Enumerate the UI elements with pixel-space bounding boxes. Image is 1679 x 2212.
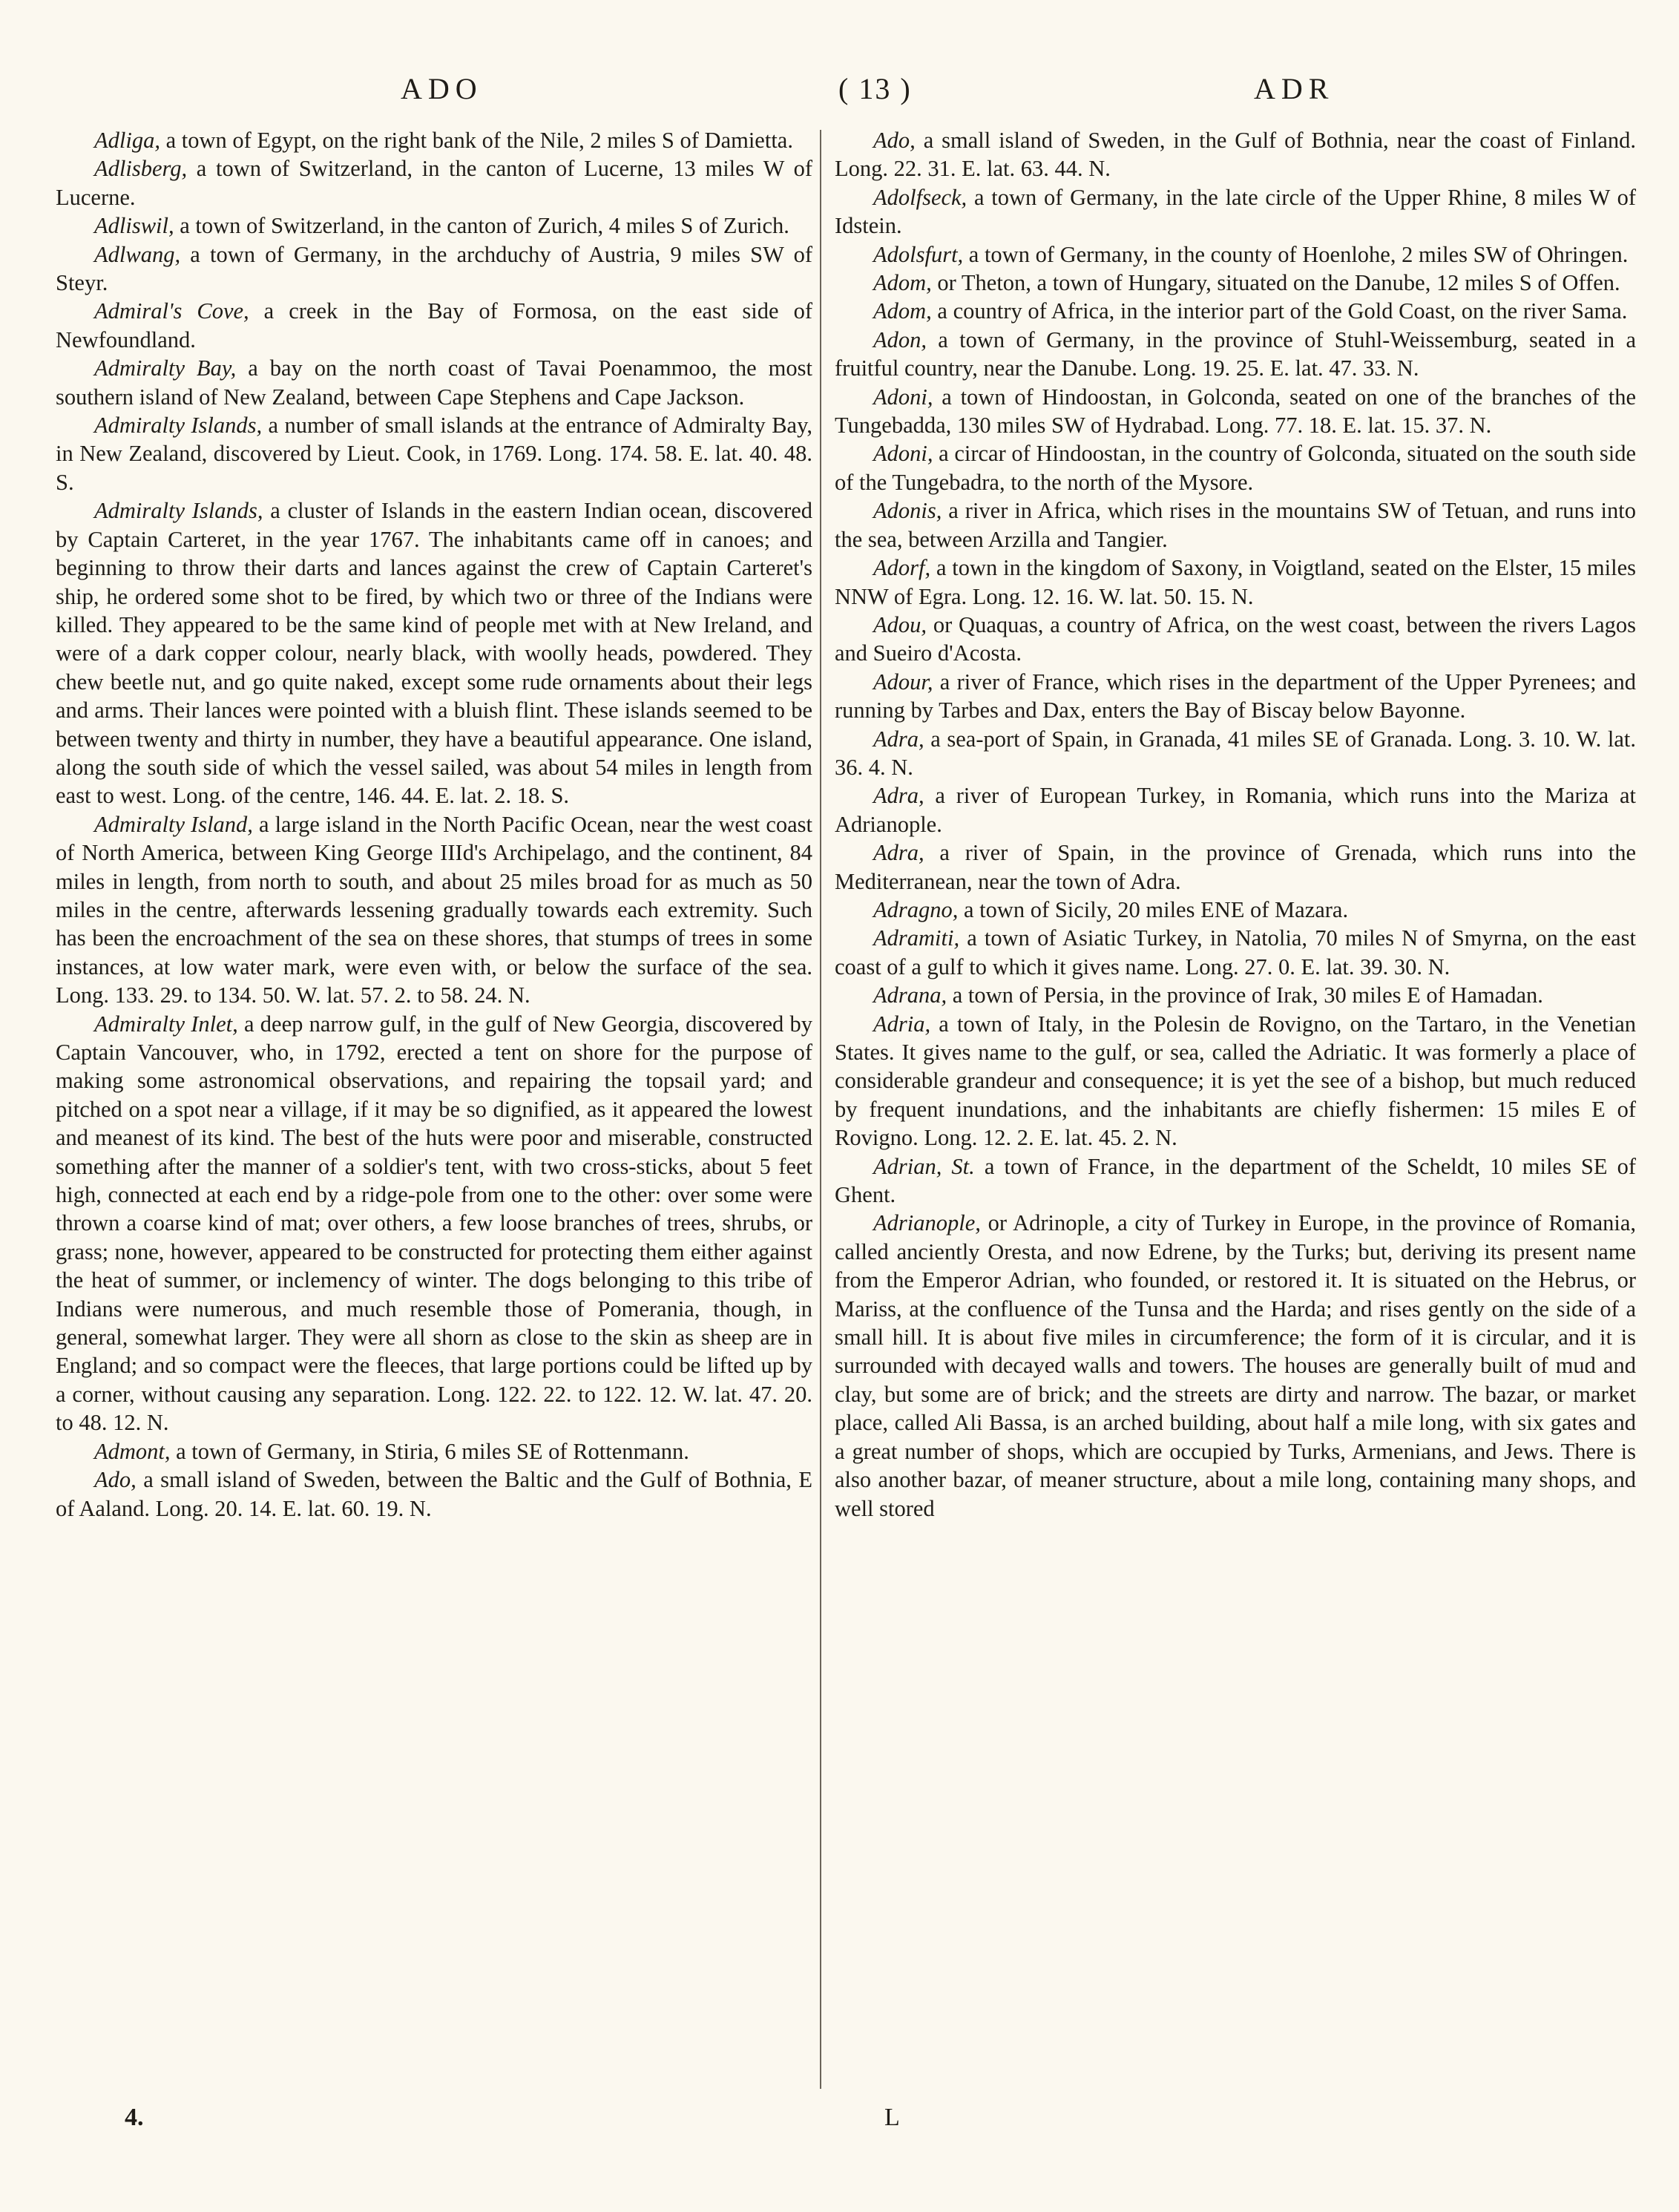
- gazetteer-entry: [835, 297, 1636, 325]
- entry-text: a town of Asiatic Turkey, in Natolia, 70 miles N of Smyrna, on the east coast of a gulf to which it gives name. Long. 27. 0. E. lat. 39. 30. N.: [835, 925, 1636, 979]
- running-header: [89, 71, 1335, 113]
- entry-headword: Adrianople,: [873, 1210, 981, 1236]
- entry-headword: Adlisberg,: [94, 156, 188, 182]
- gazetteer-entry: [835, 838, 1636, 896]
- entry-headword: Admiral's Cove,: [94, 298, 249, 324]
- gazetteer-entry: [835, 439, 1636, 496]
- entry-headword: Admiralty Islands,: [94, 498, 263, 524]
- gazetteer-entry: [56, 211, 812, 240]
- entry-text: a river of European Turkey, in Romania, which runs into the Mariza at Adrianople.: [835, 783, 1636, 837]
- gazetteer-entry: [835, 668, 1636, 725]
- entry-headword: Ado,: [94, 1467, 137, 1493]
- gazetteer-entry: [835, 269, 1636, 297]
- gazetteer-entry: [835, 240, 1636, 269]
- entry-headword: Admiralty Inlet,: [94, 1011, 238, 1037]
- entry-text: a town of Germany, in the late circle of the Upper Rhine, 8 miles W of Idstein.: [835, 184, 1636, 239]
- entry-headword: Adonis,: [873, 498, 942, 524]
- entry-headword: Adra,: [873, 726, 924, 752]
- gazetteer-entry: [835, 781, 1636, 838]
- entry-text: or Theton, a town of Hungary, situated on the Danube, 12 miles S of Offen.: [931, 270, 1620, 296]
- entry-text: a town of Germany, in the county of Hoenlohe, 2 miles SW of Ohringen.: [963, 241, 1629, 267]
- entry-text: a town of Sicily, 20 miles ENE of Mazara.: [958, 896, 1349, 922]
- entry-text: a town of Germany, in the province of Stuhl-Weissemburg, seated in a fruitful country, near the Danube. Long. 19. 25. E. lat. 47. 33. N.: [835, 326, 1636, 381]
- entry-text: a number of small islands at the entrance of Admiralty Bay, in New Zealand, discovered by Lieut. Cook, in 1769. Long. 174. 58. E. lat. 40. 48. S.: [56, 413, 812, 495]
- entry-headword: Adorf,: [873, 555, 931, 581]
- entry-headword: Adolfseck,: [873, 184, 967, 210]
- gazetteer-entry: [56, 496, 812, 810]
- entry-headword: Adolsfurt,: [873, 241, 964, 267]
- entry-text: a river in Africa, which rises in the mountains SW of Tetuan, and runs into the sea, between Arzilla and Tangier.: [835, 498, 1636, 552]
- entry-text: a creek in the Bay of Formosa, on the east side of Newfoundland.: [56, 298, 812, 352]
- gazetteer-entry: [56, 297, 812, 354]
- entry-text: a town of Switzerland, in the canton of Zurich, 4 miles S of Zurich.: [174, 213, 789, 239]
- entry-text: a cluster of Islands in the eastern Indian ocean, discovered by Captain Carteret, in the year 1767. The inhabitants came off in canoes; and beginning to throw their darts and lances against the crew of Captain Carteret's ship, he ordered some shot to be fired, by which two or three of the Indians were killed. They appeared to be the same kind of people met with at New Ireland, and were of a dark copper colour, nearly black, with woolly heads, powdered. They chew beetle nut, and go quite naked, except some rude ornaments about their legs and arms. Their lances were pointed with a bluish flint. These islands seemed to be between twenty and thirty in number, they have a beautiful appearance. One island, along the south side of which the vessel sailed, was about 54 miles in length from east to west. Long. of the centre, 146. 44. E. lat. 2. 18. S.: [56, 498, 813, 809]
- entry-headword: Adour,: [873, 669, 933, 695]
- entry-headword: Ado,: [873, 128, 916, 153]
- entry-headword: Adom,: [873, 298, 932, 324]
- gazetteer-entry: [56, 810, 812, 1010]
- entry-text: a town of Switzerland, in the canton of Lucerne, 13 miles W of Lucerne.: [56, 156, 812, 210]
- entry-headword: Adon,: [873, 326, 927, 352]
- gazetteer-entry: [835, 981, 1636, 1009]
- footer-signature-right: L: [884, 2104, 900, 2131]
- entry-headword: Adliswil,: [94, 213, 174, 239]
- gazetteer-entry: [56, 411, 812, 496]
- gazetteer-entry: [835, 725, 1636, 782]
- entry-text: a country of Africa, in the interior part of the Gold Coast, on the river Sama.: [931, 298, 1628, 324]
- gazetteer-entry: [835, 1209, 1636, 1522]
- right-column: [835, 126, 1636, 1523]
- gazetteer-entry: [835, 896, 1636, 924]
- footer-signature-left: 4.: [125, 2104, 144, 2131]
- entry-text: a town of France, in the department of the Scheldt, 10 miles SE of Ghent.: [835, 1153, 1636, 1208]
- entry-headword: Admont,: [94, 1438, 171, 1464]
- page-number: ( 13 ): [838, 72, 912, 105]
- entry-headword: Admiralty Island,: [94, 811, 253, 837]
- entry-headword: Adoni,: [873, 384, 933, 410]
- entry-headword: Adrian, St.: [873, 1153, 975, 1179]
- column-divider: [820, 130, 821, 2089]
- header-left-guideword: ADO: [401, 72, 483, 105]
- entry-text: a town of Italy, in the Polesin de Rovigno, on the Tartaro, in the Venetian States. It gives name to the gulf, or sea, called the Adriatic. It was formerly a place of considerable grandeur and consequence; it is yet the see of a bishop, but much reduced by frequent inundations, and the inhabitants are chiefly fishermen: 15 miles E of Rovigno. Long. 12. 2. E. lat. 45. 2. N.: [835, 1011, 1636, 1151]
- entry-headword: Admiralty Bay,: [94, 355, 237, 381]
- gazetteer-entry: [835, 554, 1636, 611]
- entry-text: a town in the kingdom of Saxony, in Voigtland, seated on the Elster, 15 miles NNW of Egra. Long. 12. 16. W. lat. 50. 15. N.: [835, 555, 1636, 609]
- entry-headword: Admiralty Islands,: [94, 413, 263, 439]
- gazetteer-entry: [56, 354, 812, 411]
- entry-text: or Adrinople, a city of Turkey in Europe, in the province of Romania, called anciently Oresta, and now Edrene, by the Turks; but, deriving its present name from the Emperor Adrian, who founded, or restored it. It is situated on the Hebrus, or Mariss, at the confluence of the Tunsa and the Harda; and rises gently on the side of a small hill. It is about five miles in circumference; the form of it is circular, and it is surrounded with decayed walls and towers. The houses are generally built of mud and clay, but some are of brick; and the streets are dirty and narrow. The bazar, or market place, called Ali Bassa, is an arched building, about half a mile long, with six gates and a great number of shops, which are occupied by Turks, Armenians, and Jews. There is also another bazar, of meaner structure, about a mile long, containing many shops, and well stored: [835, 1210, 1636, 1521]
- gazetteer-entry: [835, 126, 1636, 183]
- entry-text: a town of Persia, in the province of Irak, 30 miles E of Hamadan.: [947, 982, 1543, 1008]
- entry-headword: Adragno,: [873, 896, 959, 922]
- entry-text: a deep narrow gulf, in the gulf of New Georgia, discovered by Captain Vancouver, who, in 1792, erected a tent on shore for the purpose of making some astronomical observations, and repairing the topsail yard; and pitched on a spot near a village, if it may be so dignified, as it appeared the lowest and meanest of its kind. The best of the huts were poor and miserable, constructed something after the manner of a soldier's tent, with two cross-sticks, about 5 feet high, connected at each end by a ridge-pole from one to the other: over some were thrown a coarse kind of mat; over others, a few loose branches of trees, shrubs, or grass; none, however, appeared to be constructed for protecting them either against the heat of summer, or inclemency of winter. The dogs belonging to this tribe of Indians were numerous, and much resemble those of Pomerania, though, in general, somewhat larger. They were all shorn as close to the skin as sheep are in England; and so compact were the fleeces, that large portions could be lifted up by a corner, without causing any separation. Long. 122. 22. to 122. 12. W. lat. 47. 20. to 48. 12. N.: [56, 1011, 812, 1436]
- entry-text: a large island in the North Pacific Ocean, near the west coast of North America, between King George IIId's Archipelago, and the continent, 84 miles in length, from north to south, and about 25 miles broad for as much as 50 miles in the centre, afterwards lessening gradually towards each extremity. Such has been the encroachment of the sea on these shores, that stumps of trees in some instances, at low water mark, were even with, or below the surface of the sea. Long. 133. 29. to 134. 50. W. lat. 57. 2. to 58. 24. N.: [56, 811, 812, 1008]
- entry-text: a river of Spain, in the province of Grenada, which runs into the Mediterranean, near the town of Adra.: [835, 840, 1636, 894]
- entry-text: a sea-port of Spain, in Granada, 41 miles SE of Granada. Long. 3. 10. W. lat. 36. 4. N.: [835, 726, 1636, 780]
- gazetteer-entry: [835, 326, 1636, 383]
- gazetteer-entry: [56, 1437, 812, 1466]
- entry-text: a town of Egypt, on the right bank of the Nile, 2 miles S of Damietta.: [160, 128, 793, 153]
- gazetteer-entry: [56, 1466, 812, 1523]
- gazetteer-entry: [835, 924, 1636, 981]
- entry-headword: Adou,: [873, 611, 927, 637]
- entry-text: a town of Germany, in the archduchy of Austria, 9 miles SW of Steyr.: [56, 241, 812, 296]
- gazetteer-entry: [835, 183, 1636, 240]
- entry-text: a small island of Sweden, in the Gulf of Bothnia, near the coast of Finland. Long. 22. 31. E. lat. 63. 44. N.: [835, 128, 1636, 182]
- entry-text: a small island of Sweden, between the Baltic and the Gulf of Bothnia, E of Aaland. Long. 20. 14. E. lat. 60. 19. N.: [56, 1467, 812, 1521]
- entry-text: a town of Germany, in Stiria, 6 miles SE of Rottenmann.: [170, 1438, 689, 1464]
- gazetteer-entry: [835, 1010, 1636, 1152]
- gazetteer-entry: [835, 611, 1636, 668]
- gazetteer-entry: [56, 154, 812, 211]
- entry-headword: Adra,: [873, 840, 924, 866]
- gazetteer-entry: [835, 1152, 1636, 1210]
- entry-headword: Adra,: [873, 783, 924, 809]
- entry-headword: Adria,: [873, 1011, 931, 1037]
- entry-headword: Adom,: [873, 270, 932, 296]
- gazetteer-entry: [56, 126, 812, 154]
- entry-text: a bay on the north coast of Tavai Poenammoo, the most southern island of New Zealand, between Cape Stephens and Cape Jackson.: [56, 355, 812, 410]
- gazetteer-entry: [835, 496, 1636, 554]
- entry-text: a river of France, which rises in the department of the Upper Pyrenees; and running by Tarbes and Dax, enters the Bay of Biscay below Bayonne.: [835, 669, 1636, 723]
- header-right-guideword: ADR: [1254, 72, 1335, 105]
- entry-headword: Adramiti,: [873, 925, 960, 951]
- entry-headword: Adlwang,: [94, 241, 181, 267]
- gazetteer-entry: [56, 1010, 812, 1437]
- gazetteer-entry: [835, 383, 1636, 440]
- entry-headword: Adrana,: [873, 982, 947, 1008]
- entry-text: a town of Hindoostan, in Golconda, seated on one of the branches of the Tungebadda, 130 miles SW of Hydrabad. Long. 77. 18. E. lat. 15. 37. N.: [835, 384, 1636, 439]
- entry-text: a circar of Hindoostan, in the country of Golconda, situated on the south side of the Tungebadra, to the north of the Mysore.: [835, 441, 1636, 495]
- entry-headword: Adoni,: [873, 441, 933, 467]
- entry-text: or Quaquas, a country of Africa, on the west coast, between the rivers Lagos and Sueiro d'Acosta.: [835, 611, 1636, 666]
- entry-headword: Adliga,: [94, 128, 160, 153]
- gazetteer-entry: [56, 240, 812, 298]
- left-column: [56, 126, 812, 1523]
